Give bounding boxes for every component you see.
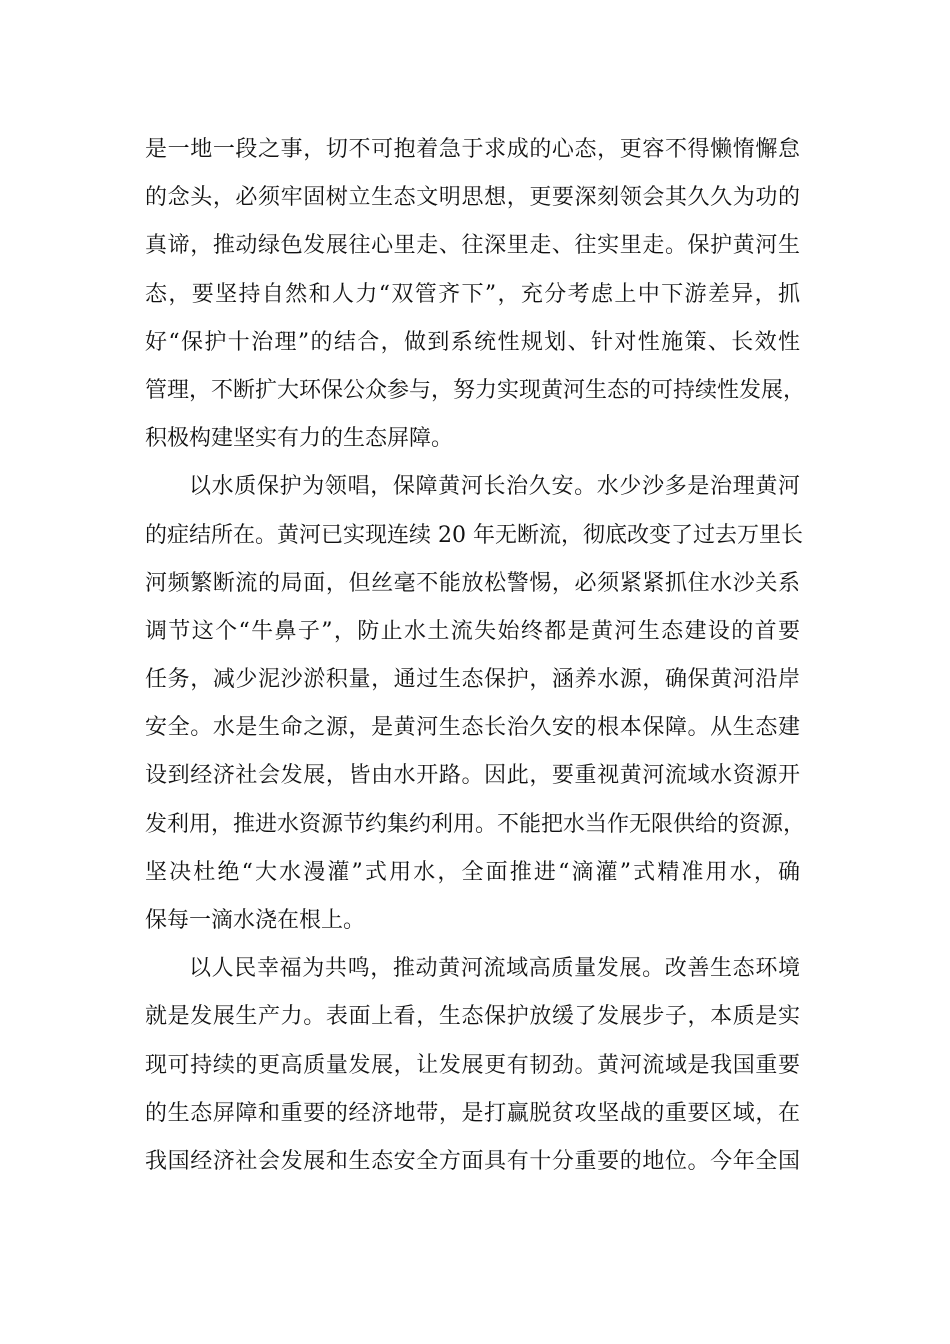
paragraph-1-line-4: 态，要坚持自然和人力“双管齐下”，充分考虑上中下游差异，抓 <box>145 281 800 307</box>
paragraph-1-line-2: 的念头，必须牢固树立生态文明思想，更要深刻领会其久久为功的 <box>145 185 800 211</box>
body-text <box>145 126 806 1186</box>
paragraph-2-line-7: 设到经济社会发展，皆由水开路。因此，要重视黄河流域水资源开 <box>145 763 800 789</box>
paragraph-1-line-1: 是一地一段之事，切不可抱着急于求成的心态，更容不得懒惰懈怠 <box>145 137 800 162</box>
paragraph-2-line-3: 河频繁断流的局面，但丝毫不能放松警惕，必须紧紧抓住水沙关系 <box>145 570 800 596</box>
paragraph-3-line-2: 就是发展生产力。表面上看，生态保护放缓了发展步子，本质是实 <box>145 1004 800 1030</box>
paragraph-3-line-1: 以人民幸福为共鸣，推动黄河流域高质量发展。改善生态环境 <box>189 956 800 982</box>
paragraph-2-line-10: 保每一滴水浇在根上。 <box>145 908 366 933</box>
paragraph-1-line-3: 真谛，推动绿色发展往心里走、往深里走、往实里走。保护黄河生 <box>145 233 800 259</box>
paragraph-2-line-5: 任务，减少泥沙淤积量，通过生态保护，涵养水源，确保黄河沿岸 <box>145 667 800 693</box>
paragraph-2-line-2: 的症结所在。黄河已实现连续 20 年无断流，彻底改变了过去万里长 <box>145 522 803 548</box>
paragraph-1-line-5: 好“保护十治理”的结合，做到系统性规划、针对性施策、长效性 <box>145 329 800 355</box>
paragraph-2-line-9: 坚决杜绝“大水漫灌”式用水，全面推进“滴灌”式精准用水，确 <box>145 859 800 885</box>
paragraph-2-line-1: 以水质保护为领唱，保障黄河长治久安。水少沙多是治理黄河 <box>189 474 800 500</box>
paragraph-3-line-3: 现可持续的更高质量发展，让发展更有韧劲。黄河流域是我国重要 <box>145 1052 800 1078</box>
paragraph-1-line-6: 管理，不断扩大环保公众参与，努力实现黄河生态的可持续性发展， <box>145 377 806 403</box>
paragraph-2-line-8: 发利用，推进水资源节约集约利用。不能把水当作无限供给的资源， <box>145 811 806 837</box>
paragraph-1-line-7: 积极构建坚实有力的生态屏障。 <box>145 426 454 452</box>
paragraph-2-line-4: 调节这个“牛鼻子”，防止水土流失始终都是黄河生态建设的首要 <box>145 618 800 644</box>
paragraph-3-line-5: 我国经济社会发展和生态安全方面具有十分重要的地位。今年全国 <box>145 1148 800 1174</box>
paragraph-3-line-4: 的生态屏障和重要的经济地带，是打赢脱贫攻坚战的重要区域，在 <box>145 1100 800 1126</box>
paragraph-2-line-6: 安全。水是生命之源，是黄河生态长治久安的根本保障。从生态建 <box>145 715 800 741</box>
